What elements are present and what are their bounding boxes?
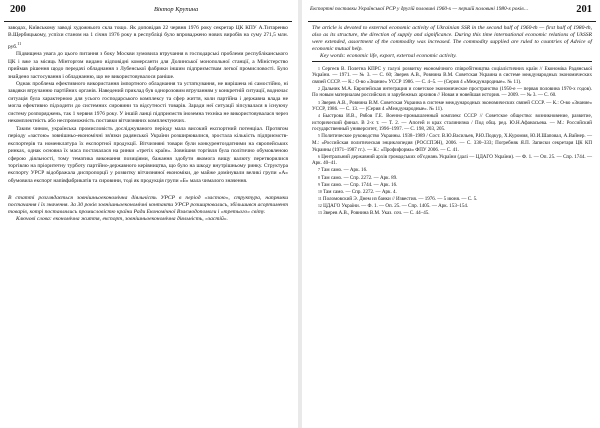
footnote [312, 182, 592, 189]
footnote-text: Дальник М.А. Европейская интеграция и советское экономическое пространство (1950-е — первая половина 1970-х годов). По новым материалам российских и зарубежных архивов // Новая и новейшая история. — 2009. — № 3. — С. 60. [312, 85, 592, 99]
footnote-number: 9 [318, 182, 320, 187]
header-title: Експортні поставки Української РСР у другій половині 1960-х — першій половині 1980-х років… [310, 6, 529, 12]
footnote [312, 133, 592, 153]
page-number: 201 [576, 4, 592, 15]
footnote-text: ЦДАГО України. — Ф. 1. — Оп. 25. — Спр. 1405. — Арк. 153–154. [323, 202, 469, 209]
body-column [304, 22, 600, 217]
footnote-number: 13 [318, 211, 322, 215]
footnote [312, 100, 592, 113]
footnote-number: 1 [318, 66, 320, 71]
footnote-number: 10 [318, 189, 322, 194]
page-number: 200 [10, 4, 26, 15]
footnote-number: 2 [318, 86, 320, 91]
footnote-text: Политическое руководство Украины. 1938–1989 / Сост. В.Ю.Васильев, Р.Ю.Подкур, Х.Куромия, Ю.И.Шаповал, А.Вайнер. — М.: «Российская политическая энциклопедия (РОССПЭН), 2006. — С. 330–333; Погребняк Я.П. Записки секретаря ЦК КП Украины (1971–1987 гг.). — К.: «Профиформа» ФПУ 2006. — С. 41. [312, 133, 592, 153]
footnote [312, 154, 592, 167]
footnote-number: 8 [318, 175, 320, 180]
footnote [312, 189, 592, 196]
left-page [0, 0, 296, 428]
paragraph: Таким чином, українська промисловість досліджуваного періоду мала високий експортний потенціал. Протягом періоду «застою» зовнішньо-економічні зв'язки радянської України розширювалися, зростала кількість підприємств-експортерів та номенклатура їх експортної продукції. Вітчизняні товари були конкурентоздатними на європейських ринках, однак основна їх маса постачалася на ринки «третіх країн». Зовнішня торгівля була політично обумовленою сферою діяльності, тому тематика виконання позиціями, бажання здобути якомога вищу валюту перетворилися торгівлю на пріоритетну турботу партійно-державного керівництва, що було на шкоду внутрішньому ринку. Структура експорту УРСР відображала диспропорції у розвитку вітчизняної економіки, де майже домінували великі групи «А» обумовила експорт напівфабрикатів та сировини, тоді як продукція групи «Б» мала чималого значення. [8, 125, 288, 184]
footnote-number: 12 [318, 203, 322, 208]
footnote-number: 4 [318, 114, 320, 119]
footnote [312, 210, 592, 217]
footnote-text: Там само. — Спр. 1744. — Арк. 16. [321, 181, 398, 188]
keywords-en: Key words: economic life, export, external economic activity. [320, 52, 457, 59]
abstract-uk: В статті розглядається зовнішньоекономічна діяльність УРСР в період «застою», структура, напрямки постачання і їх значення. За 30 років зовнішньоекономічні контакти УРСР розширювались, збільшився асортимент товарів, котрі поставлялись промисловістю країни Ради Економічної Взаємодопомоги і «третього» світу. [8, 195, 288, 216]
abstract-en: The article is devoted to external economic activity of Ukrainian SSR in the second half of 1960-th — first half of 1980-th, also as its structure, the direction of supply and significance. During this time international economic relations of UkSSR were extended, assortment of the commodity was increased. The commodity supplied are ruled to countries of Advice of economic mutual help. [312, 25, 592, 52]
body-column [0, 22, 296, 223]
paragraph: Однак проблема ефективного використання імпортного обладнання та устаткування, не вирішена ні самостійно, ні завдяки втручанню партійних органів. Наведений приклад був однорозовим втручанням у конкретній ситуації, водночас ситуація була характерною для усього господарського комплексу та сфер життя, коли партійна і державна влада не могла ефективно підходити до системних сировини та відсутності товарів. Заради неї ситуації зіпсувалася в існуючу систему розпоряджень, так 1 червня 1976 року. У іншій ланці підприємств іноземна техніка не використовувалася через некомплектність або неспроможність поставки вітчизняних комплектуючих. [8, 80, 288, 125]
footnote [312, 175, 592, 182]
book-spine [298, 0, 302, 428]
footnote-text: Там само. — Спр. 2272. — Арк. 89. [321, 174, 398, 181]
footnote [312, 113, 592, 133]
footnote-number: 6 [318, 154, 320, 159]
footnote [312, 66, 592, 86]
footnote-text: Поломовский Э. Днем из банки // Известия. — 1976. — 5 июня. — С. 5. [322, 195, 478, 202]
footnote-text: Там само. — Арк. 16. [321, 167, 368, 174]
paragraph: Підвищена увага до цього питання з боку Москви зумовила втручання в господарські проблеми республіканського ЦК і вже за місяць Мінторгом видано відповідні комерсанти для Долинської монопольної станції, а Міністерство приймав рішення щодо передачі обладнання з Лубенської фабрики іншим підприємствам легкої промисловості. Було знайдено застосування і обладнанню, що не використовувалося раніше. [8, 51, 288, 80]
footnote-text: Там само. — Спр. 2272. — Арк. 4. [323, 188, 397, 195]
right-page [304, 0, 600, 428]
paragraph: заводах, Київському заводі художнього скла тощо. Як доповідав 22 червня 1976 року секретар ЦК КПУ А.Титаренко В.Щербицькому, успіхи станом на 1 січня 1976 року в республіці було впроваджено нових виробів на суму 271,5 млн. руб.$^{11}$ [8, 25, 288, 50]
footnote-text: Центральний державний архів громадських об'єднань України (далі — ЦДАГО України). — Ф. 1. — Оп. 25. — Спр. 1744. — Арк. 40–41. [312, 153, 592, 167]
footnote-number: 7 [318, 168, 320, 173]
footnote-text: Сергеєв В. Полетна КПРС у галузі розвитку економічного співробітництва соціалістичних країн // Економіка Радянської України. — 1971. — № 3. — С. 60; Зверев А.В., Ровнина В.М. Советская Украина в системе международных экономических связей СССР. — К.: О-во «Знание» УССР 1986. — С. 4–5. — (Серия 4 «Международные». № 11). [312, 65, 593, 85]
footnotes-list [312, 66, 592, 217]
footnote [312, 196, 592, 203]
running-header [4, 3, 292, 22]
footnote-number: 5 [318, 134, 320, 139]
footnote [312, 203, 592, 210]
footnote-number: 3 [318, 100, 320, 105]
running-header [308, 3, 596, 22]
footnote-text: Зверев А.В., Ровнина В.М. Указ. соч. — С. 44–45. [323, 210, 430, 216]
footnote [312, 167, 592, 174]
keywords-uk: Ключові слова: економічна життя, експорт, зовнішньоекономічна діяльність, «застій». [16, 216, 228, 223]
header-author: Віктор Крупина [154, 6, 199, 13]
footnote-text: Зверев А.В., Ровнина В.М. Советская Украина в системе международных экономических связей СССР. — К.: О-во «Знание» УССР, 1986. — С. 13. — (Серия 4 «Международные». № 11). [312, 99, 593, 113]
footnote-text: Быстрова И.В., Рябов Г.Е. Военно-промышленный комплекс СССР // Советское общество: возникновение, развитие, исторический финал. В 2-х т. — Т. 2. — Апогей и крах сталинизма / Под общ. ред. Ю.Н.Афанасьева. — М.: Российский государственный университет, 1996–1997. — С. 198, 203, 205. [312, 113, 592, 133]
footnote-number: 11 [318, 196, 322, 201]
footnote-divider [312, 61, 592, 62]
footnote [312, 86, 592, 99]
